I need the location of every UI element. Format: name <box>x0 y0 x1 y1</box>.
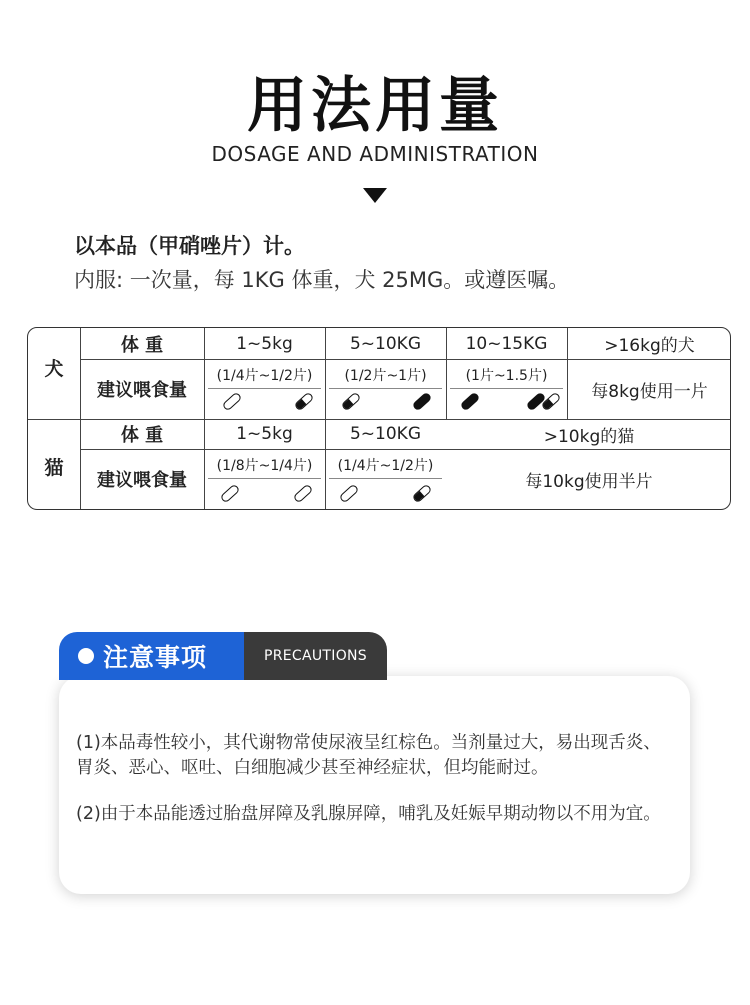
species-dog: 犬 <box>44 357 64 380</box>
dog-weight-2: 5~10KG <box>349 333 421 354</box>
pill-full-icon <box>412 391 433 411</box>
pill-outline-icon <box>222 391 243 411</box>
dog-weight-4: >16kg的犬 <box>604 336 695 356</box>
dog-weight-1: 1~5kg <box>236 333 293 354</box>
pill-half-icon <box>294 391 315 411</box>
dog-dose-1-text: (1/4片~1/2片) <box>216 368 313 384</box>
cat-weight-2: 5~10KG <box>349 424 421 444</box>
precautions-title-en: PRECAUTIONS <box>244 632 387 680</box>
cat-dose-2-text: (1/4片~1/2片) <box>337 458 434 474</box>
dog-weight-label: 体 重 <box>120 334 164 356</box>
cat-dose-1 <box>204 449 325 509</box>
dog-weight-3: 10~15KG <box>465 333 548 354</box>
pill-outline-icon <box>220 483 241 503</box>
bullet-dot-icon <box>78 648 94 664</box>
species-cat: 猫 <box>44 456 64 479</box>
pill-outline-icon <box>339 483 360 503</box>
dog-dose-extra: 每8kg使用一片 <box>591 381 708 402</box>
pill-outline-icon <box>293 483 314 503</box>
dog-dose-3 <box>446 359 567 419</box>
precautions-header <box>59 632 249 680</box>
cat-weight-1: 1~5kg <box>236 424 293 444</box>
cat-weight-label: 体 重 <box>120 425 164 446</box>
cat-dose-1-text: (1/8片~1/4片) <box>216 458 313 474</box>
cat-weight-3: >10kg的猫 <box>543 426 635 447</box>
dog-dose-2 <box>325 359 446 419</box>
dog-dose-3-text: (1片~1.5片) <box>465 368 548 384</box>
dog-dose-2-text: (1/2片~1片) <box>344 368 427 384</box>
precautions-box <box>59 676 690 894</box>
intro-basis: 以本品（甲硝唑片）计。 <box>74 234 305 258</box>
precautions-title: 注意事项 <box>103 643 208 672</box>
page-title: 用法用量 <box>247 71 503 141</box>
page-subtitle: DOSAGE AND ADMINISTRATION <box>211 142 539 166</box>
dosage-table <box>27 327 731 510</box>
down-arrow-icon <box>363 188 387 203</box>
cat-dose-2 <box>325 449 446 509</box>
pill-half-icon <box>341 391 362 411</box>
precaution-item-1: (1)本品毒性较小，其代谢物常使尿液呈红棕色。当剂量过大，易出现舌炎、胃炎、恶心、呕吐、白细胞减少甚至神经症状，但均能耐过。 <box>76 733 661 778</box>
precaution-item-2: (2)由于本品能透过胎盘屏障及乳腺屏障，哺乳及妊娠早期动物以不用为宜。 <box>76 804 661 824</box>
cat-dose-label: 建议喂食量 <box>97 470 187 491</box>
pill-full-icon <box>460 391 481 411</box>
intro-dosage: 内服: 一次量，每 1KG 体重，犬 25MG。或遵医嘱。 <box>74 268 570 292</box>
cat-dose-extra: 每10kg使用半片 <box>525 471 653 492</box>
dog-dose-label: 建议喂食量 <box>97 380 187 401</box>
pill-half-icon <box>412 483 433 503</box>
dog-dose-1 <box>204 359 325 419</box>
